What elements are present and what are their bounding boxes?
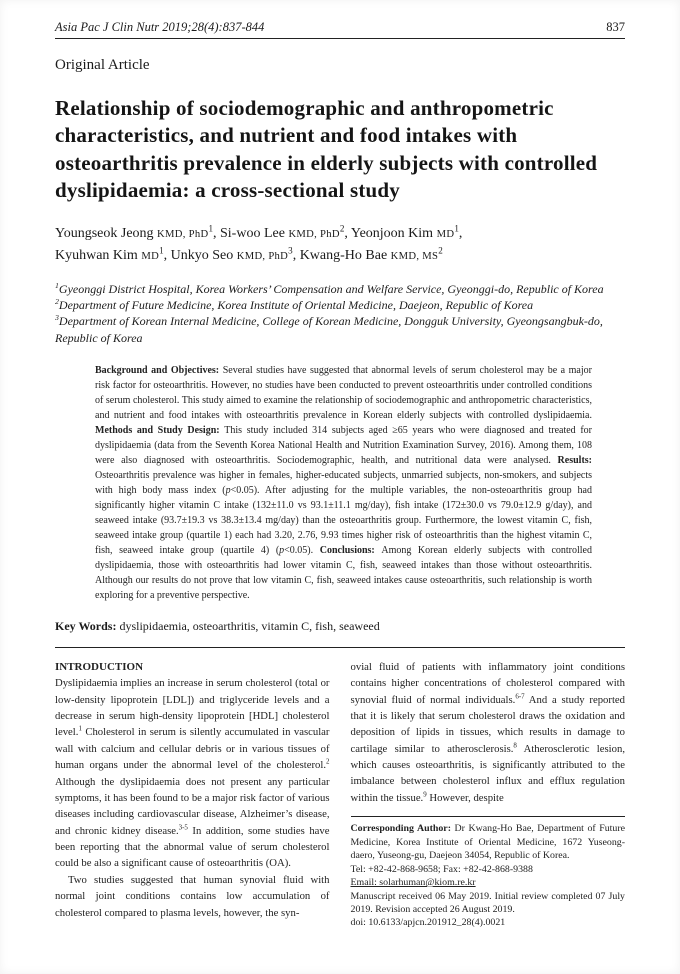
email-link[interactable]: Email: solarhuman@kiom.re.kr (350, 877, 476, 889)
introduction-heading: INTRODUCTION (55, 660, 144, 673)
two-column-body (55, 659, 625, 930)
left-column (55, 659, 330, 930)
page-number: 837 (606, 20, 625, 34)
section-divider (55, 647, 625, 648)
doi-line: doi: 10.6133/apjcn.201912_28(4).0021 (350, 917, 506, 929)
intro-paragraph-2: Two studies suggested that human synovial fluid with normal joint conditions contains low accumulation of cholesterol compared to plasma levels, however, the syn- (55, 873, 330, 919)
manuscript-dates-line: Manuscript received 06 May 2019. Initial review completed 07 July 2019. Revision accepted 26 August 2019. (350, 890, 625, 915)
intro-paragraph-1: Dyslipidaemia implies an increase in serum cholesterol (total or low-density lipoprotein [LDL]) and triglyceride levels and a decrease in serum high-density lipoprotein [HDL] cholesterol level.$^1$ Cholesterol in serum is silently accumulated in vascular wall with calcium and cellular debris or in various tissues of human organs under the abnormal level of the cholesterol.$^2$ Although the dyslipidaemia does not present any particular symptoms, it has been found to be a major risk factor of various diseases including cardiovascular disease, Alzheimer’s disease, and chronic kidney disease.$^{3-5}$ In addition, some studies have been reporting that the abnormal value of serum cholesterol could be also a significant cause of osteoarthritis (OA). (55, 677, 330, 870)
article-title: Relationship of sociodemographic and anthropometric characteristics, and nutrient and food intakes with osteoarthritis prevalence in elderly subjects with controlled dyslipidaemia: a cross-sectional study (55, 96, 598, 202)
authors-line: Youngseok Jeong KMD, PhD$^1$, Si-woo Lee KMD, PhD$^2$, Yeonjoon Kim $MD^1$, Kyuhwan Kim $MD^1$, Unkyo Seo KMD, PhD$^3$, Kwang-Ho Bae KMD, $MS^2$ (55, 223, 463, 263)
journal-citation: Asia Pac J Clin Nutr 2019;28(4):837-844 (55, 20, 265, 34)
keywords-line: Key Words: dyslipidaemia, osteoarthritis, vitamin C, fish, seaweed (55, 618, 380, 633)
corresponding-author-note (351, 816, 626, 930)
affiliation-2: $^2$Department of Future Medicine, Korea Institute of Oriental Medicine, Daejeon, Republic of Korea (55, 296, 534, 312)
corresponding-author-line: Corresponding Author: Dr Kwang-Ho Bae, Department of Future Medicine, Korea Institute of Oriental Medicine, 1672 Yuseong-daero, Yuseong-gu, Daejeon 34054, Republic of Korea. (350, 823, 625, 862)
page-header (55, 20, 625, 39)
affiliations-block (55, 281, 625, 346)
right-column (351, 659, 626, 930)
tel-fax-line: Tel: +82-42-868-9658; Fax: +82-42-868-9388 (350, 863, 533, 875)
affiliation-3: $^3$Department of Korean Internal Medicine, College of Korean Medicine, Dongguk University, Gyeongsangbuk-do, Republic of Korea (55, 313, 603, 345)
article-type-label: Original Article (55, 57, 150, 73)
intro-paragraph-3: ovial fluid of patients with inflammatory joint conditions contains higher concentrations of cholesterol compared with synovial fluid of normal individuals.$^{6-7}$ And a study reported that it is likely that serum cholesterol draws the oxidation and deposition of lipids in tissues, which results in damage to cartilage similar to atherosclerosis.$^8$ Atherosclerotic lesion, which causes osteoarthritis, is significantly attributed to the imbalance between cholesterol influx and efflux regulation within the tissue.$^9$ However, despite (350, 660, 626, 804)
abstract-paragraph: Background and Objectives: Several studies have suggested that abnormal levels of serum cholesterol may be a major risk factor for osteoarthritis. However, no studies have been conducted to prevent osteoarthritis under controlled conditions of serum cholesterol. This study aimed to examine the relationship of sociodemographic and anthropometric characteristics, and nutrient and food intakes with osteoarthritis prevalence in Korean elderly subjects with controlled dyslipidaemia. Methods and Study Design: This study included 314 subjects aged ≥65 years who were diagnosed and treated for dyslipidaemia (data from the Seventh Korea National Health and Nutrition Examination Survey, 2016). Among them, 108 were also diagnosed with osteoarthritis. Sociodemographic, health, and nutritional data were analysed. Results: Osteoarthritis prevalence was higher in females, higher-educated subjects, unmarried subjects, non-smokers, and subjects with high body mass index (p<0.05). After adjusting for the multiple variables, the non-osteoarthritis group had significantly higher vitamin C intake (132±11.0 vs 93.1±11.1 mg/day), fish intake (172±30.0 vs 79.0±12.9 g/day), and seaweed intake (93.7±19.3 vs 38.3±13.4 mg/day) than the osteoarthritis group. Furthermore, the lowest vitamin C, fish, seaweed intake group (quartile 1) each had 3.20, 2.76, 9.93 times higher risk of osteoarthritis than the highest vitamin C, fish, seaweed intake group (quartile 4) (p<0.05). Conclusions: Among Korean elderly subjects with controlled dyslipidaemia, those with osteoarthritis had lower vitamin C, fish, seaweed intakes than those without osteoarthritis. Although our results do not prove that low vitamin C, fish, seaweed intakes cause osteoarthritis, such relationship is worth exploring for a preventive perspective. (95, 364, 593, 601)
affiliation-1: $^1$Gyeonggi District Hospital, Korea Workers’ Compensation and Welfare Service, Gyeonggi-do, Republic of Korea (55, 280, 604, 296)
